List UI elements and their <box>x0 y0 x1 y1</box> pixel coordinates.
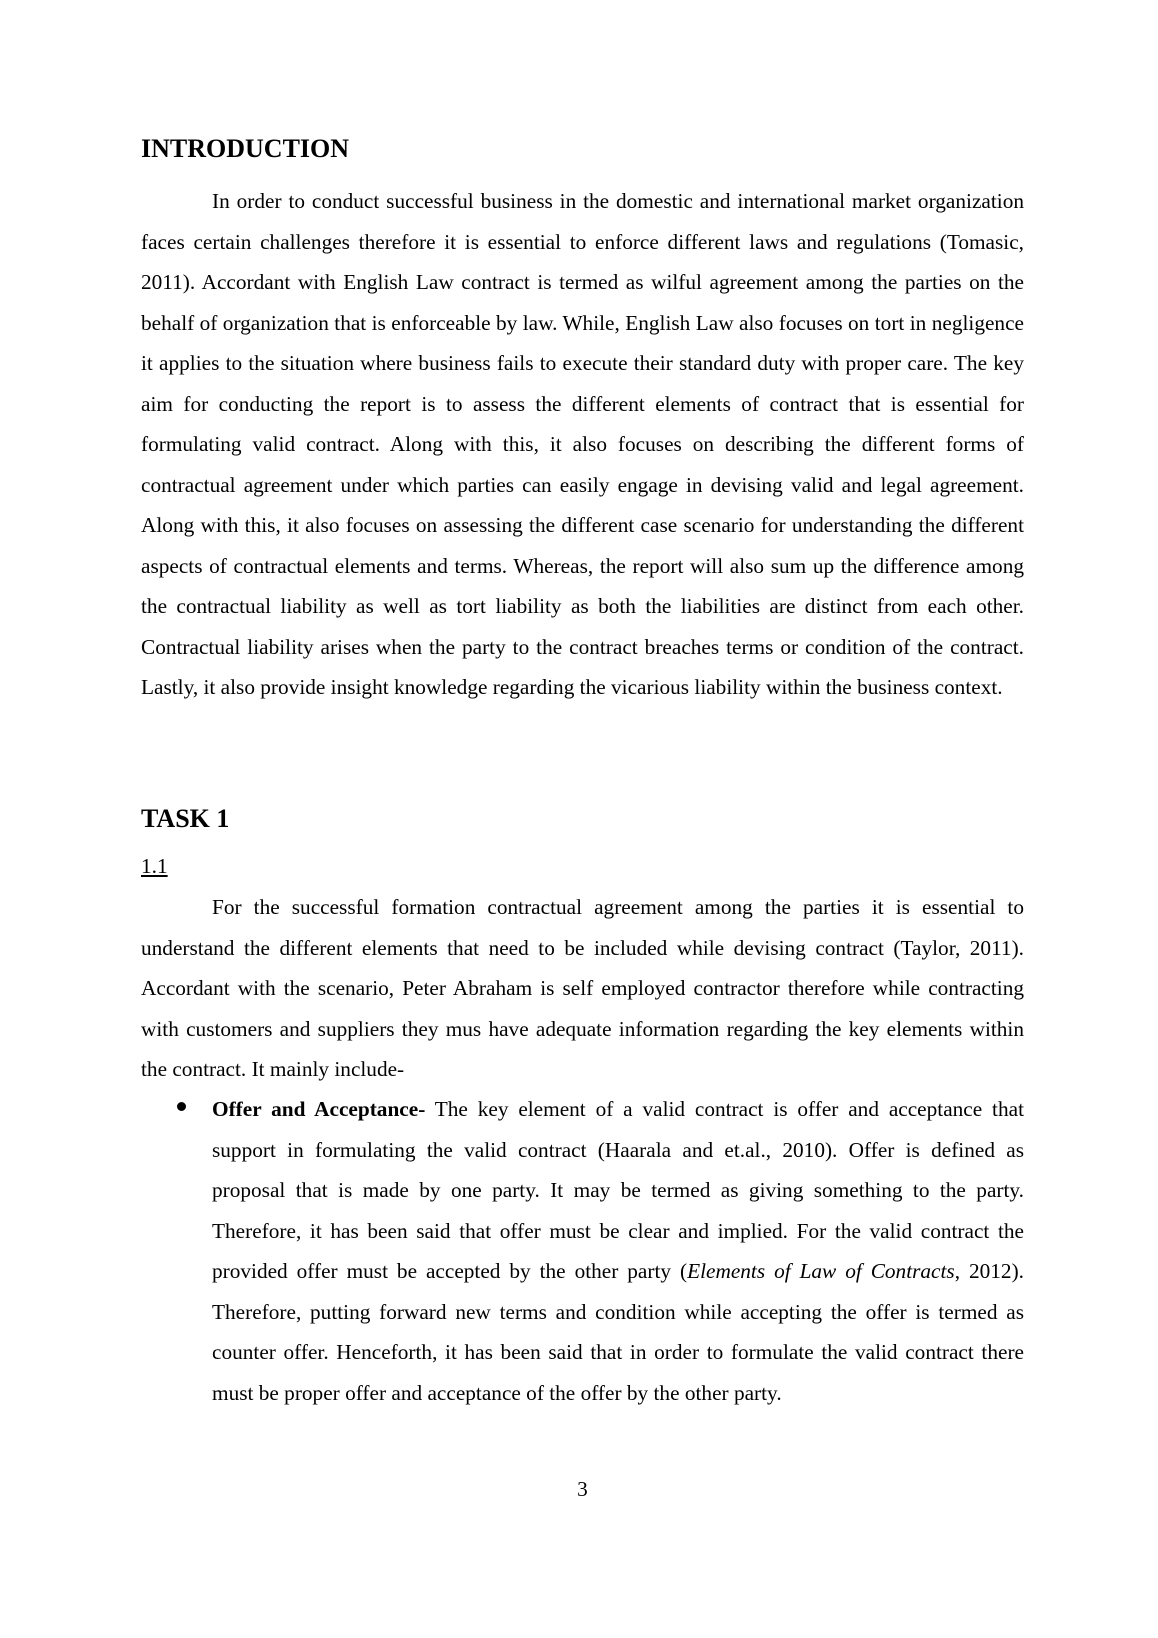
introduction-heading: INTRODUCTION <box>141 134 350 163</box>
task1-heading: TASK 1 <box>141 804 230 833</box>
offer-acceptance-bullet <box>212 1089 1024 1413</box>
bullet-text-part2: , 2012). Therefore, putting forward new terms and condition while accepting the offer is termed as counter offer. Henceforth, it has been said that in order to formulate the valid contract there must be proper offer and acceptance of the offer by the other party. <box>212 1259 1024 1405</box>
introduction-paragraph: In order to conduct successful business in the domestic and international market organization faces certain challenges therefore it is essential to enforce different laws and regulations (Tomasic, 2011). Accordant with English Law contract is termed as wilful agreement among the parties on the behalf of organization that is enforceable by law. While, English Law also focuses on tort in negligence it applies to the situation where business fails to execute their standard duty with proper care. The key aim for conducting the report is to assess the different elements of contract that is essential for formulating valid contract. Along with this, it also focuses on describing the different forms of contractual agreement under which parties can easily engage in devising valid and legal agreement. Along with this, it also focuses on assessing the different case scenario for understanding the different aspects of contractual elements and terms. Whereas, the report will also sum up the difference among the contractual liability as well as tort liability as both the liabilities are distinct from each other. Contractual liability arises when the party to the contract breaches terms or condition of the contract. Lastly, it also provide insight knowledge regarding the vicarious liability within the business context. <box>141 189 1024 699</box>
page-number: 3 <box>577 1477 588 1501</box>
bullet-text-part1: The key element of a valid contract is offer and acceptance that support in formulating the valid contract (Haarala and et.al., 2010). Offer is defined as proposal that is made by one party. It may be termed as giving something to the party. Therefore, it has been said that offer must be clear and implied. For the valid contract the provided offer must be accepted by the other party ( <box>212 1097 1024 1283</box>
citation-title: Elements of Law of Contracts <box>687 1259 955 1283</box>
bullet-term: Offer and Acceptance- <box>212 1097 426 1121</box>
task1-subheading: 1.1 <box>141 854 168 878</box>
task1-paragraph: For the successful formation contractual agreement among the parties it is essential to understand the different elements that need to be included while devising contract (Taylor, 2011). Accordant with the scenario, Peter Abraham is self employed contractor therefore while contracting with customers and suppliers they mus have adequate information regarding the key elements within the contract. It mainly include- <box>141 895 1024 1081</box>
bullet-icon <box>177 1102 186 1111</box>
